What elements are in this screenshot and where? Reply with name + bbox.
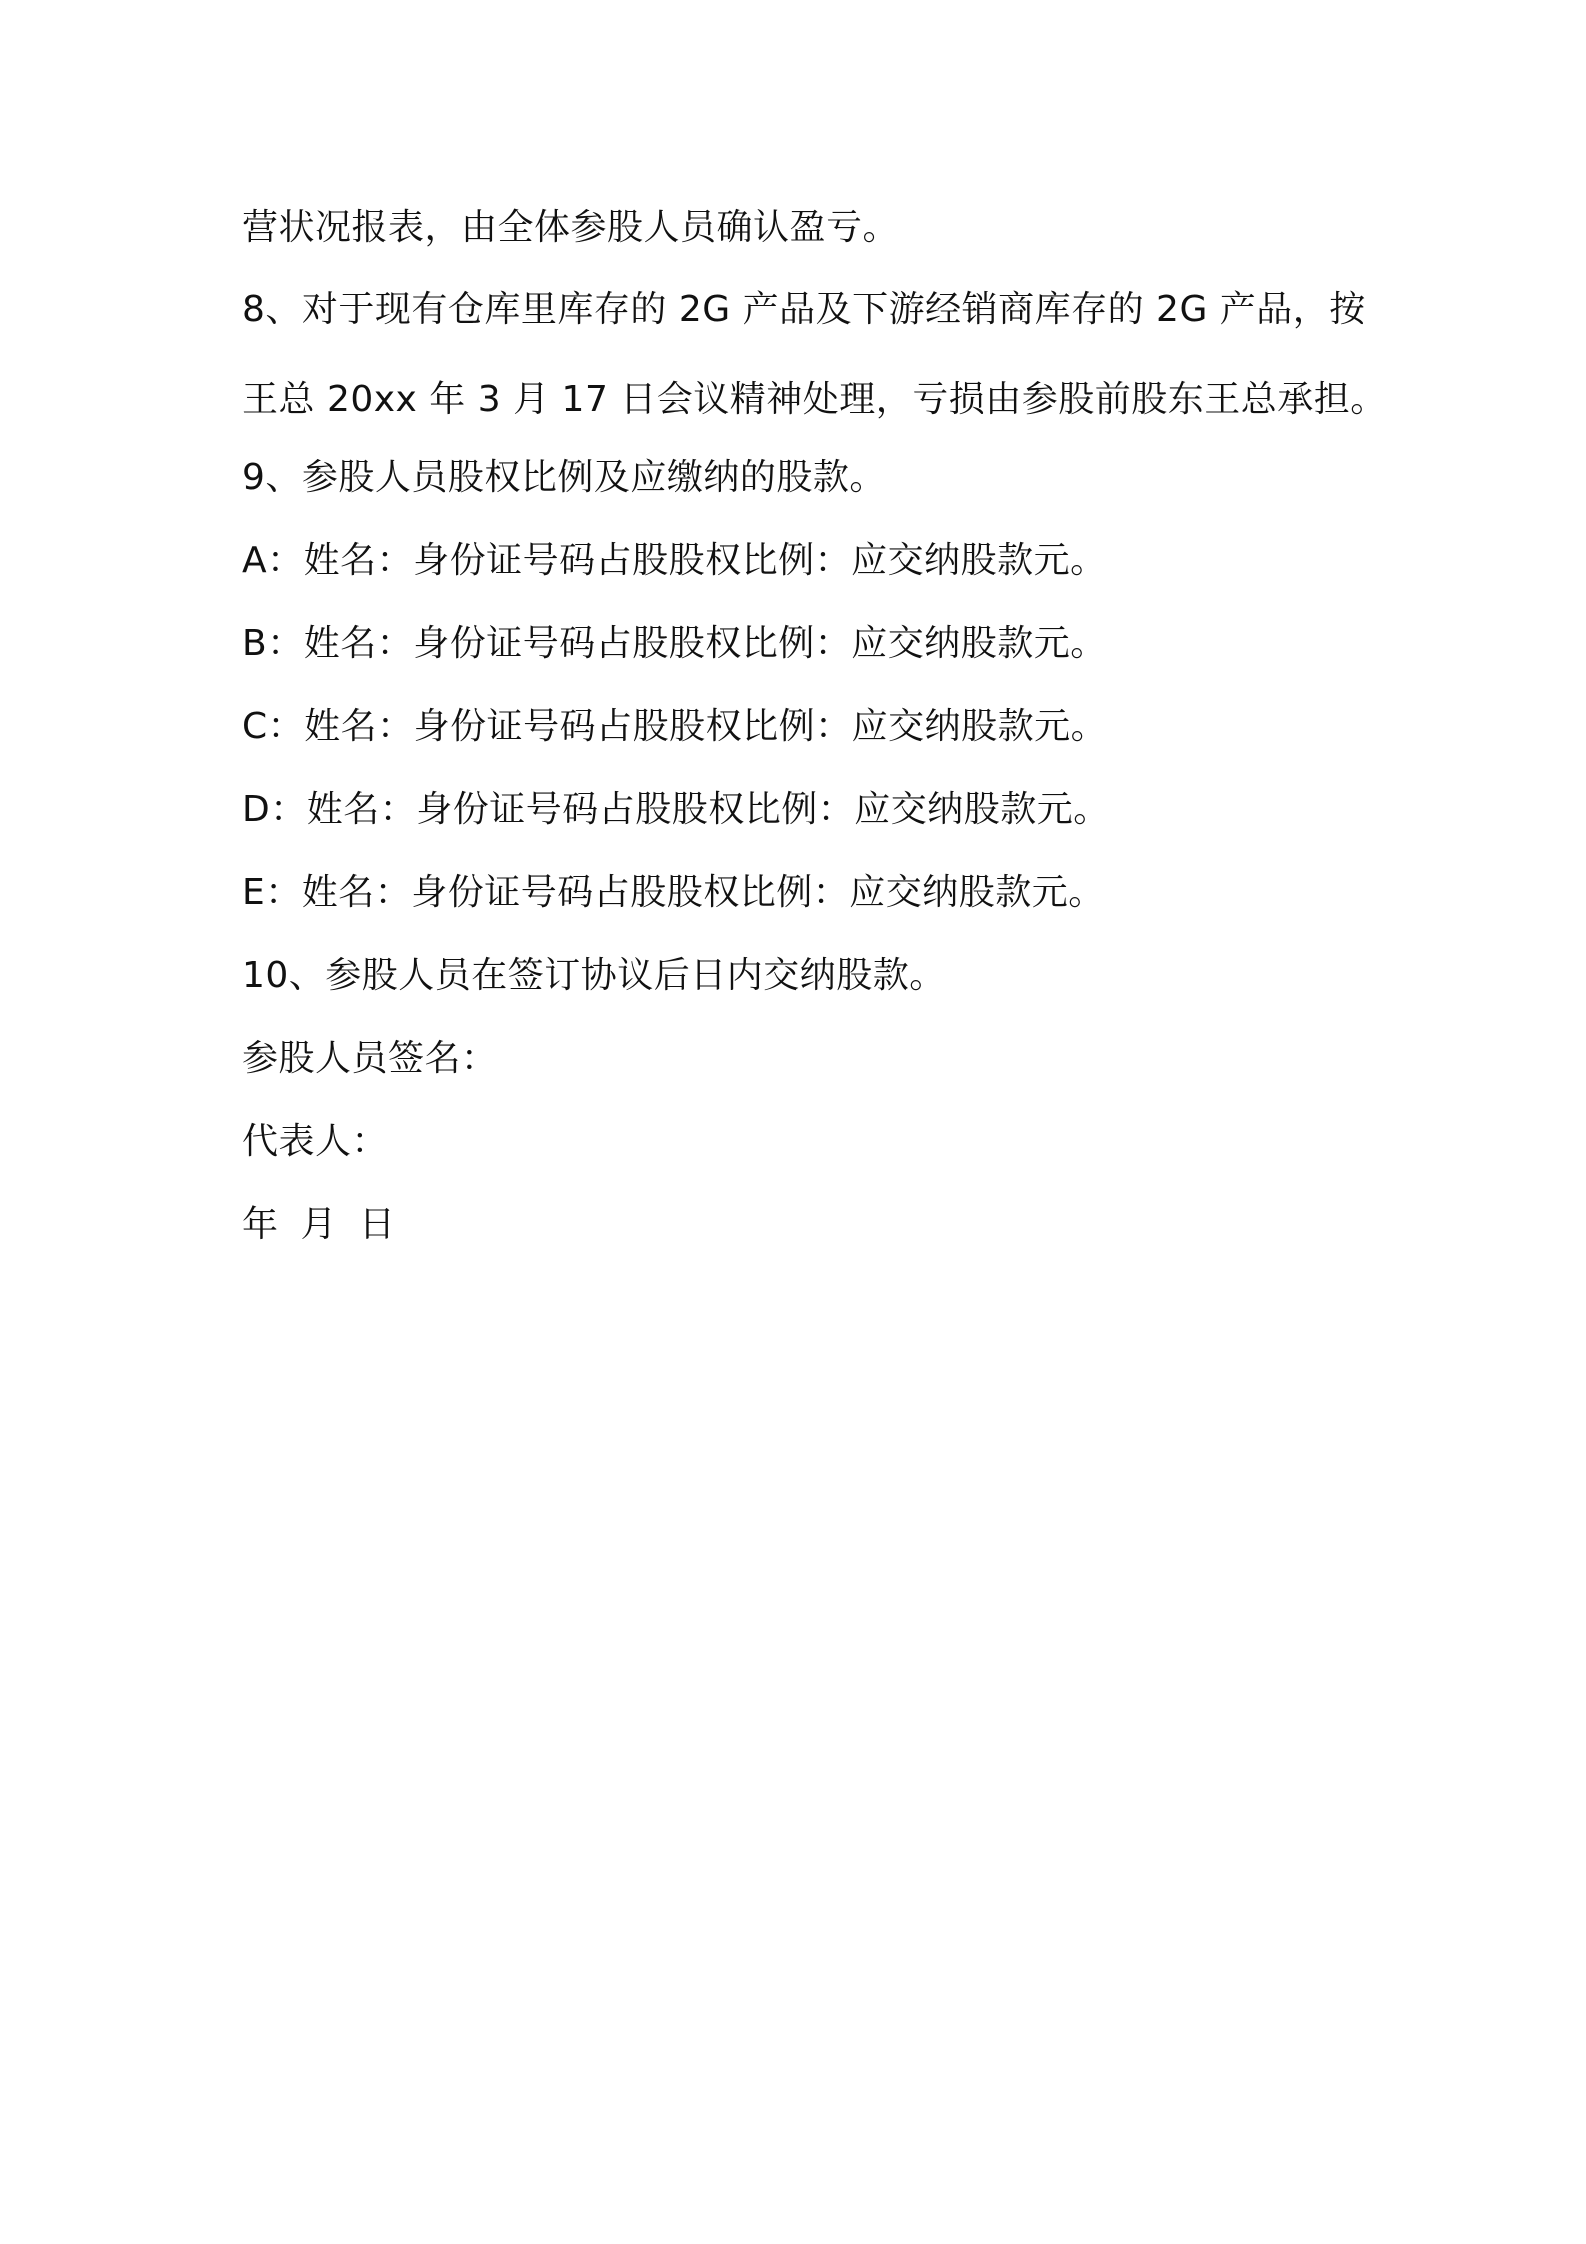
date-year-label: 年 <box>242 1204 279 1245</box>
shareholder-line-d: D：姓名：身份证号码占股股权比例：应交纳股款元。 <box>242 789 1110 830</box>
date-line <box>242 1201 396 1249</box>
representative-label: 代表人： <box>242 1121 389 1162</box>
paragraph-line: 8、对于现有仓库里库存的 2G 产品及下游经销商库存的 2G 产品，按 <box>242 289 1366 330</box>
date-month-label: 月 <box>300 1204 338 1245</box>
paragraph-line: 10、参股人员在签订协议后日内交纳股款。 <box>242 955 946 996</box>
date-day-label: 日 <box>359 1204 396 1245</box>
paragraph-line: 9、参股人员股权比例及应缴纳的股款。 <box>242 457 886 498</box>
paragraph-line: 王总 20xx 年 3 月 17 日会议精神处理，亏损由参股前股东王总承担。 <box>242 379 1387 420</box>
shareholder-line-b: B：姓名：身份证号码占股股权比例：应交纳股款元。 <box>242 623 1107 664</box>
paragraph-line: 营状况报表，由全体参股人员确认盈亏。 <box>242 207 900 248</box>
signature-label: 参股人员签名： <box>242 1038 498 1079</box>
shareholder-line-c: C：姓名：身份证号码占股股权比例：应交纳股款元。 <box>242 706 1108 747</box>
shareholder-line-e: E：姓名：身份证号码占股股权比例：应交纳股款元。 <box>242 872 1105 913</box>
shareholder-line-a: A：姓名：身份证号码占股股权比例：应交纳股款元。 <box>242 540 1107 581</box>
